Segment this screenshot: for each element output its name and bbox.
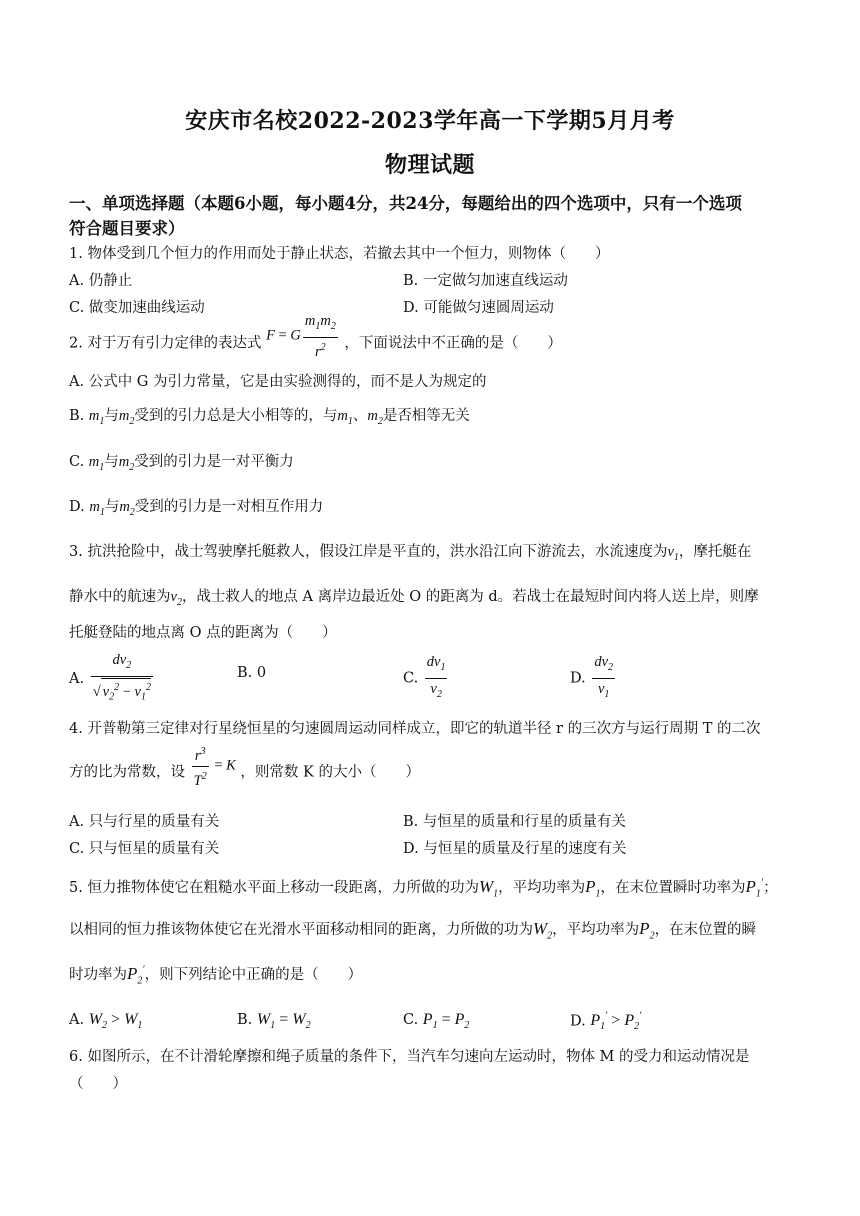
exam-title: 安庆市名校2022-2023学年高一下学期5月月考 bbox=[185, 108, 675, 134]
q4-line2 bbox=[69, 746, 420, 790]
q2-c-text1: 与 bbox=[104, 454, 119, 470]
q5-l1-a: 5. 恒力推物体使它在粗糙水平面上移动一段距离，力所做的功为 bbox=[69, 880, 479, 896]
q1-option-a: A. 仍静止 bbox=[69, 273, 133, 289]
q5-option-c: C. $P_1 = P_2$ bbox=[403, 1011, 470, 1032]
option-label: C. bbox=[69, 454, 85, 470]
q4-l2-pre: 方的比为常数，设 bbox=[69, 764, 185, 781]
q4-option-d: D. 与恒星的质量及行星的速度有关 bbox=[403, 841, 627, 857]
q6-line1: 6. 如图所示，在不计滑轮摩擦和绳子质量的条件下，当汽车匀速向左运动时，物体 M 的受力和运动情况是 bbox=[69, 1049, 750, 1065]
q5-l2-a: 以相同的恒力推该物体使它在光滑水平面移动相同的距离，力所做的功为 bbox=[69, 922, 533, 938]
q5-l3-b: ，则下列结论中正确的是（ ） bbox=[144, 967, 363, 983]
q3-line2: 静水中的航速为$v_2$，战士救人的地点 A 离岸边最近处 O 的距离为 d。若战士在最短时间内将人送上岸，则摩 bbox=[69, 589, 759, 608]
q5-option-d: D. $P_1' > P_2'$ bbox=[570, 1011, 642, 1033]
q3-l1-post: ，摩托艇在 bbox=[678, 544, 752, 560]
q5-line2: 以相同的恒力推该物体使它在光滑水平面移动相同的距离，力所做的功为$W_2$，平均功率为$P_2$，在末位置的瞬 bbox=[69, 919, 757, 942]
q5-l1-d: ； bbox=[763, 880, 778, 896]
q1-option-b: B. 一定做匀加速直线运动 bbox=[403, 273, 568, 289]
q2-d-text1: 与 bbox=[104, 499, 120, 515]
q3-l1-pre: 3. 抗洪抢险中，战士驾驶摩托艇救人，假设江岸是平直的，洪水沿江向下游流去，水流速度为 bbox=[69, 544, 668, 560]
q2-option-a: A. 公式中 G 为引力常量，它是由实验测得的，而不是人为规定的 bbox=[69, 374, 487, 390]
q2-stem-pre: 2. 对于万有引力定律的表达式 bbox=[69, 335, 262, 352]
q3-l2-pre: 静水中的航速为 bbox=[69, 589, 171, 605]
gravitation-formula: F = G $\frac{m_1m_2}{r^2}$ bbox=[266, 313, 336, 360]
q6-line2: （ ） bbox=[69, 1076, 127, 1092]
q2-b-text4: 是否相等无关 bbox=[382, 408, 470, 424]
option-label: D. bbox=[570, 670, 586, 687]
option-label: B. bbox=[237, 1012, 253, 1028]
option-label: A. bbox=[69, 1012, 85, 1028]
q4-option-c: C. 只与恒星的质量有关 bbox=[69, 841, 220, 857]
q3-line3: 托艇登陆的地点离 O 点的距离为（ ） bbox=[69, 625, 337, 641]
kepler-formula: $\frac{r^3}{T^2}$ = K bbox=[190, 743, 236, 790]
option-label: C. bbox=[403, 670, 419, 687]
q4-option-a: A. 只与行星的质量有关 bbox=[69, 814, 220, 830]
q4-option-b: B. 与恒星的质量和行星的质量有关 bbox=[403, 814, 626, 830]
option-label: D. bbox=[69, 499, 85, 515]
section-heading-line2: 符合题目要求） bbox=[69, 219, 185, 238]
option-label: C. bbox=[403, 1012, 419, 1028]
section-heading-line1: 一、单项选择题（本题6小题，每小题4分，共24分，每题给出的四个选项中，只有一个选项 bbox=[69, 194, 742, 213]
q3-l2-post: ，战士救人的地点 A 离岸边最近处 O 的距离为 d。若战士在最短时间内将人送上岸，则摩 bbox=[181, 589, 759, 605]
q5-option-b: B. $W_1 = W_2$ bbox=[237, 1011, 311, 1032]
q5-line1: 5. 恒力推物体使它在粗糙水平面上移动一段距离，力所做的功为$W_1$，平均功率为$P_1$，在末位置瞬时功率为$P_1'$； bbox=[69, 877, 778, 900]
q2-b-text1: 与 bbox=[104, 408, 119, 424]
q5-option-a: A. $W_2 > W_1$ bbox=[69, 1011, 143, 1032]
q5-l2-b: ，平均功率为 bbox=[552, 922, 640, 938]
q5-l3-a: 时功率为 bbox=[69, 967, 127, 983]
q2-b-text3: 、 bbox=[352, 408, 368, 424]
q2-c-text2: 受到的引力是一对平衡力 bbox=[134, 454, 294, 470]
q3-c-formula: $\frac{dv_1}{v_2}$ bbox=[426, 654, 446, 700]
q1-stem: 1. 物体受到几个恒力的作用而处于静止状态，若撤去其中一个恒力，则物体（ ） bbox=[69, 246, 610, 262]
q1-option-d: D. 可能做匀速圆周运动 bbox=[403, 300, 554, 316]
option-label: A. bbox=[69, 670, 85, 687]
q4-l2-post: ，则常数 K 的大小（ ） bbox=[240, 764, 420, 781]
q3-option-c bbox=[403, 653, 449, 704]
q2-option-b: B. $m_1$与$m_2$受到的引力总是大小相等的，与$m_1$、$m_2$是否相等无关 bbox=[69, 408, 470, 427]
q3-d-formula: $\frac{dv_2}{v_1}$ bbox=[594, 654, 614, 700]
q3-option-b: B. 0 bbox=[237, 665, 267, 681]
q3-line1: 3. 抗洪抢险中，战士驾驶摩托艇救人，假设江岸是平直的，洪水沿江向下游流去，水流速度为$v_1$，摩托艇在 bbox=[69, 544, 752, 563]
q2-stem bbox=[69, 313, 562, 361]
q5-l2-c: ，在末位置的瞬 bbox=[654, 922, 757, 938]
q2-stem-post: ，下面说法中不正确的是（ ） bbox=[344, 335, 562, 352]
q2-d-text2: 受到的引力是一对相互作用力 bbox=[134, 499, 324, 515]
q5-line3: 时功率为$P_2'$，则下列结论中正确的是（ ） bbox=[69, 964, 363, 987]
q3-option-d bbox=[570, 653, 617, 704]
q5-l1-c: ，在末位置瞬时功率为 bbox=[600, 880, 746, 896]
q3-option-a bbox=[69, 651, 155, 707]
q5-l1-b: ，平均功率为 bbox=[498, 880, 586, 896]
q3-a-formula: $\frac{dv_2}{√ v_2^2 - v_1^2}$ bbox=[91, 651, 153, 707]
q2-b-text2: 受到的引力总是大小相等的，与 bbox=[134, 408, 338, 424]
q1-option-c: C. 做变加速曲线运动 bbox=[69, 300, 205, 316]
exam-subtitle: 物理试题 bbox=[384, 152, 475, 178]
option-label: B. bbox=[69, 408, 85, 424]
q2-option-d: D. $m_1$与$m_2$受到的引力是一对相互作用力 bbox=[69, 499, 324, 518]
option-label: D. bbox=[570, 1013, 586, 1030]
q2-option-c: C. $m_1$与$m_2$受到的引力是一对平衡力 bbox=[69, 454, 294, 473]
q4-line1: 4. 开普勒第三定律对行星绕恒星的匀速圆周运动同样成立，即它的轨道半径 r 的三次方与运行周期 T 的二次 bbox=[69, 721, 761, 737]
